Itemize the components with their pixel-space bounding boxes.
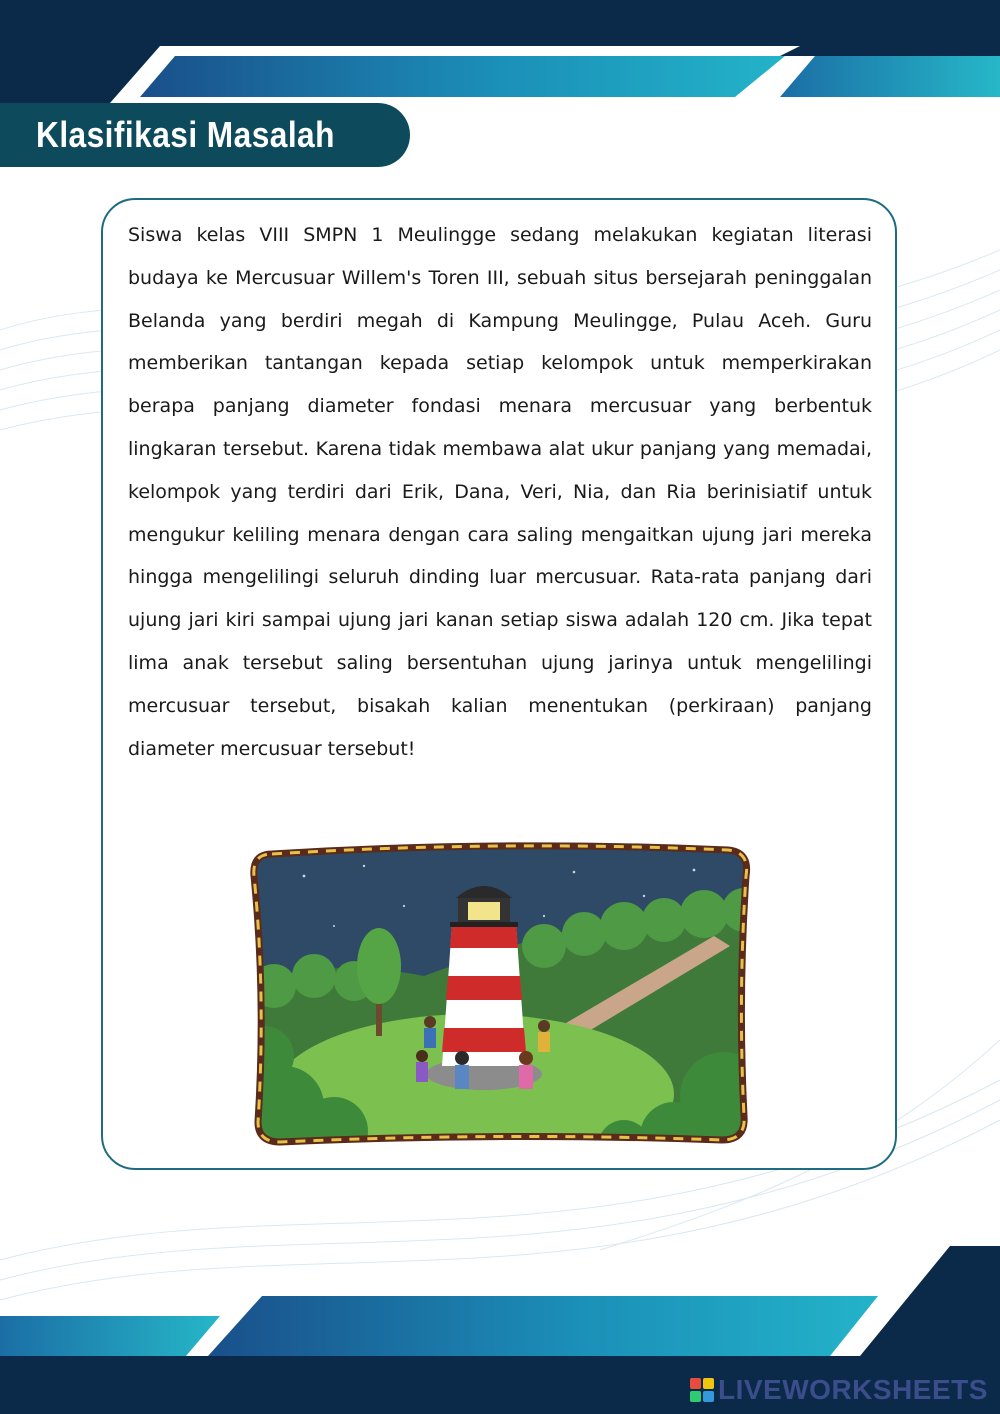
top-stripe: [140, 56, 785, 97]
brand-text: LIVEWORKSHEETS: [718, 1374, 988, 1405]
title-banner: [0, 103, 410, 167]
bottom-stripe: [208, 1296, 878, 1356]
page-title: Klasifikasi Masalah: [36, 114, 335, 155]
lighthouse-illustration: [244, 836, 756, 1154]
liveworksheets-logo-icon: [690, 1378, 714, 1402]
problem-text: Siswa kelas VIII SMPN 1 Meulingge sedang melakukan kegiatan literasi budaya ke Mercusuar Willem's Toren III, sebuah situs bersejarah peninggalan Belanda yang berdiri megah di Kampung Meulingge, Pulau Aceh. Guru memberikan tantangan kepada setiap kelompok untuk memperkirakan berapa panjang diameter fondasi menara mercusuar yang berbentuk lingkaran tersebut. Karena tidak membawa alat ukur panjang yang memadai, kelompok yang terdiri dari Erik, Dana, Veri, Nia, dan Ria berinisiatif untuk mengukur keliling menara dengan cara saling mengaitkan ujung jari mereka hingga mengelilingi seluruh dinding luar mercusuar. Rata-rata panjang dari ujung jari kiri sampai ujung jari kanan setiap siswa adalah 120 cm. Jika tepat lima anak tersebut saling bersentuhan ujung jarinya untuk mengelilingi mercusuar tersebut, bisakah kalian menentukan (perkiraan) panjang diameter mercusuar tersebut!: [128, 224, 872, 760]
liveworksheets-brand[interactable]: [690, 1373, 988, 1407]
top-band: [0, 0, 1000, 46]
